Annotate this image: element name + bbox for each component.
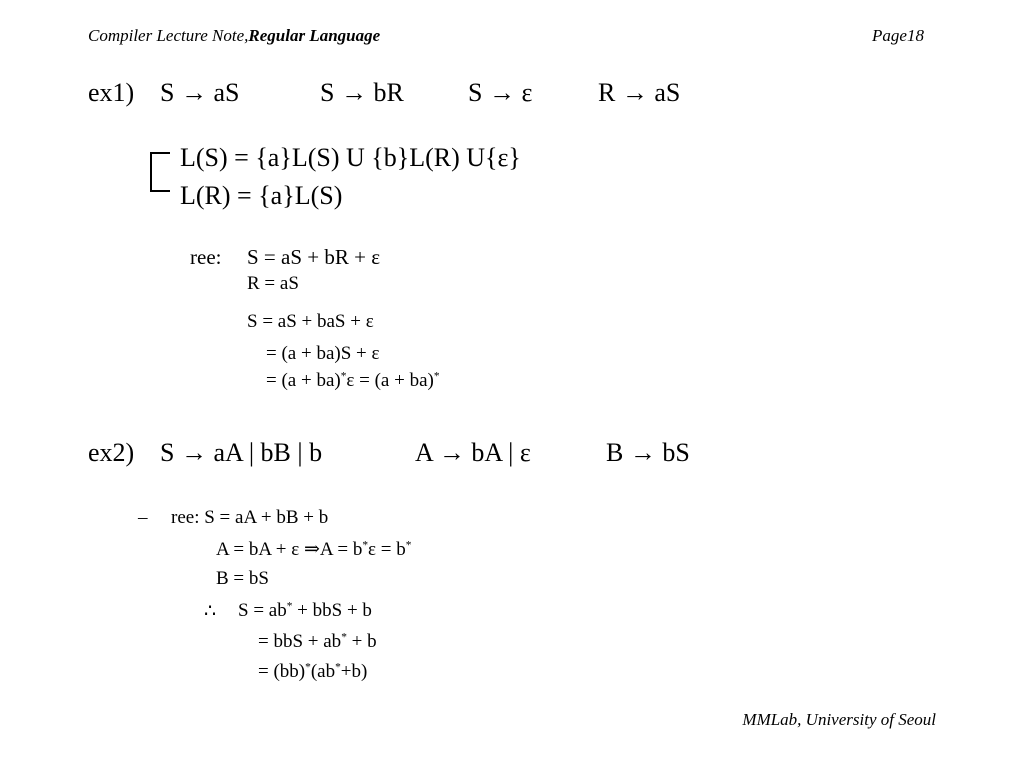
- ex1-rule-2: S → bR: [320, 78, 404, 107]
- ex1-rule-3: S → ε: [468, 78, 533, 107]
- page-number: Page18: [872, 26, 924, 45]
- ex1-language-eq-2: L(R) = {a}L(S): [180, 181, 343, 210]
- ex1-ree-line-3: S = aS + baS + ε: [247, 311, 374, 332]
- topic-name: Regular Language: [248, 26, 381, 45]
- ex1-rule-4: R → aS: [598, 78, 681, 107]
- header-title: [88, 26, 380, 46]
- equation-bracket: [150, 152, 170, 192]
- footer-credit: MMLab, University of Seoul: [742, 710, 936, 729]
- ex2-rule-1: S → aA | bB | b: [160, 438, 323, 467]
- course-name: Compiler Lecture Note,: [88, 26, 249, 45]
- ex1-ree-label: ree:: [190, 245, 222, 269]
- ex2-s-line-2: = bbS + ab* + b: [258, 631, 377, 652]
- ex2-ree-line-1: ree: S = aA + bB + b: [171, 507, 329, 528]
- ex2-label: ex2): [88, 438, 135, 467]
- ex1-ree-line-2: R = aS: [247, 273, 299, 294]
- ex2-s-line-1: S = ab* + bbS + b: [238, 600, 372, 621]
- ex1-label: ex1): [88, 78, 135, 107]
- therefore-symbol: ∴: [204, 601, 217, 622]
- ex1-ree-line-1: S = aS + bR + ε: [247, 245, 381, 269]
- ex2-a-line: A = bA + ε ⇒A = b*ε = b*: [216, 539, 412, 560]
- ex2-rule-2: A → bA | ε: [415, 438, 531, 467]
- ex1-ree-line-4: = (a + ba)S + ε: [266, 343, 380, 364]
- ex2-rule-3: B → bS: [606, 438, 690, 467]
- bullet-dash: –: [138, 507, 148, 528]
- ex1-ree-line-5: = (a + ba)*ε = (a + ba)*: [266, 370, 440, 391]
- ex1-rule-1: S → aS: [160, 78, 240, 107]
- ex1-language-eq-1: L(S) = {a}L(S) U {b}L(R) U{ε}: [180, 143, 521, 172]
- ex2-s-line-3: = (bb)*(ab*+b): [258, 661, 368, 682]
- ex2-b-line: B = bS: [216, 568, 269, 589]
